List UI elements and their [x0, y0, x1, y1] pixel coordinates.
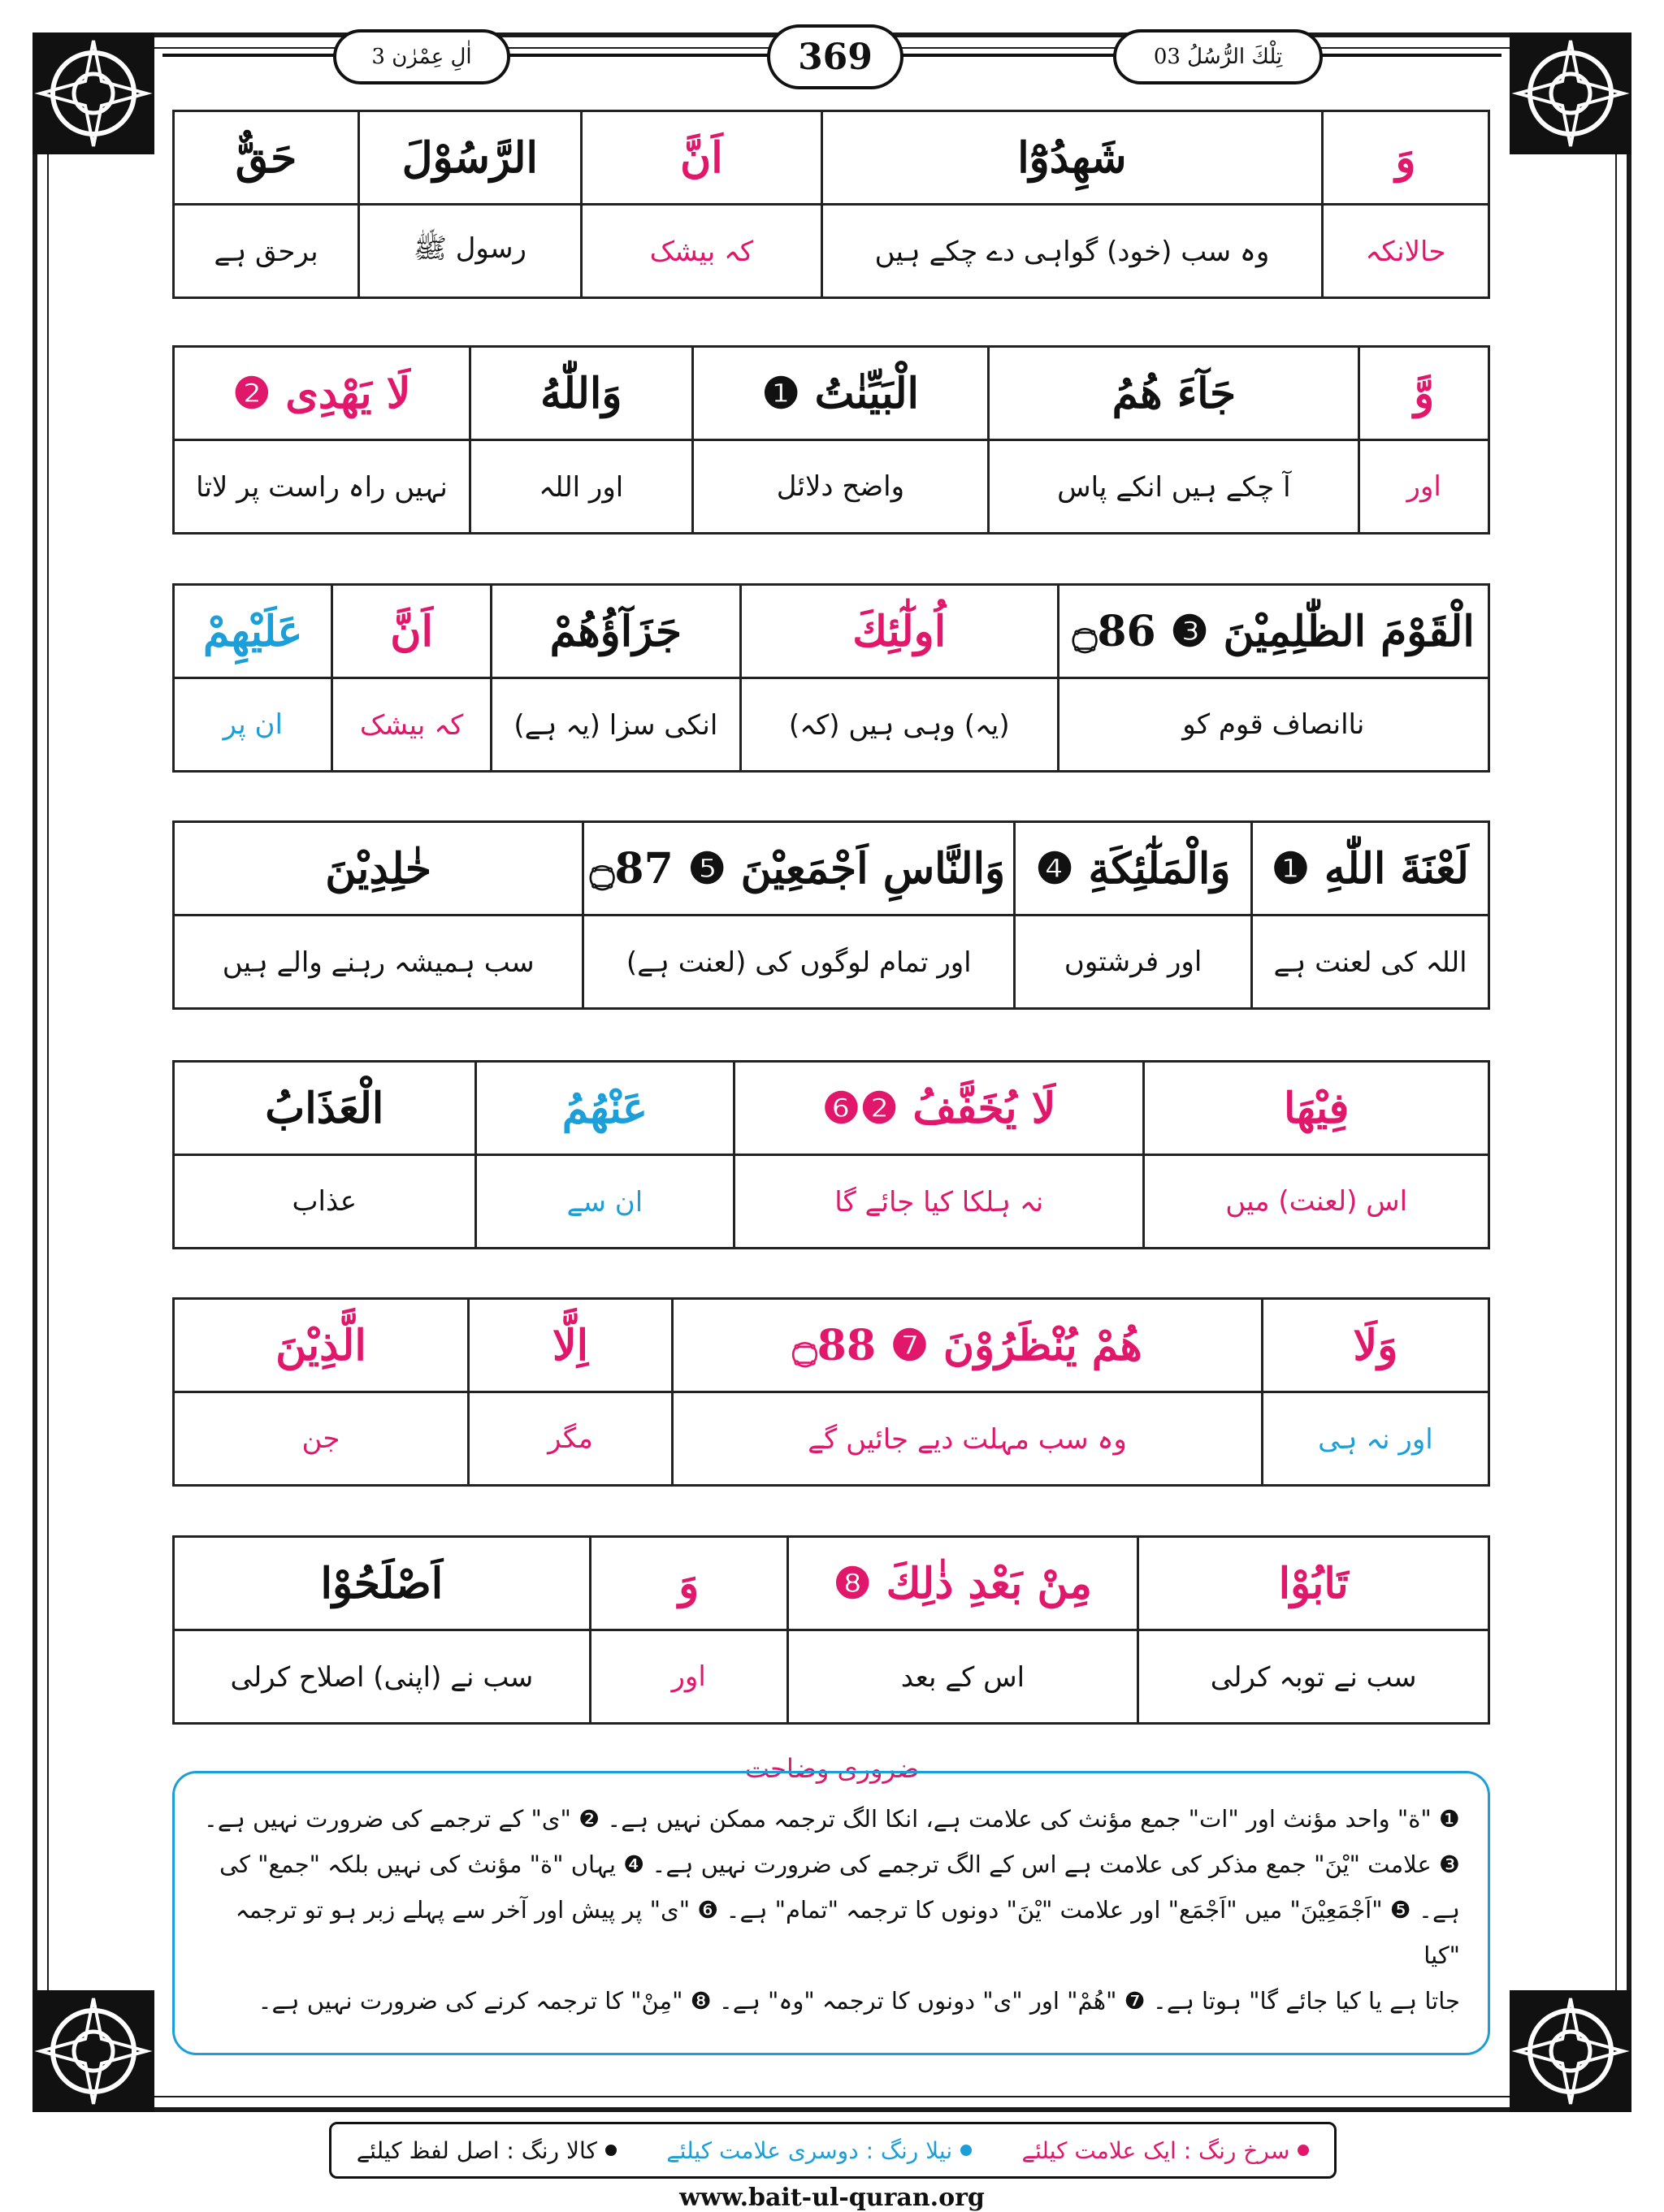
urdu-translation: اور: [1359, 440, 1489, 534]
arabic-word: الْقَوْمَ الظّٰلِمِيْنَ ❸ ۝86: [1058, 585, 1488, 678]
urdu-translation: مگر: [468, 1392, 672, 1486]
urdu-translation: رسول ﷺ: [359, 205, 582, 298]
arabic-word: اَنَّ: [581, 111, 821, 205]
urdu-translation: اور اللہ: [470, 440, 692, 534]
arabic-word: لَعْنَةَ اللّٰهِ ❶: [1252, 822, 1489, 916]
arabic-word: الْبَيِّنٰتُ ❶: [692, 347, 989, 440]
arabic-word: مِنْ بَعْدِ ذٰلِكَ ❽: [787, 1537, 1138, 1630]
arabic-row: [174, 1062, 1489, 1155]
page-header: [0, 6, 1664, 96]
arabic-word: جَزَآؤُهُمْ: [491, 585, 740, 678]
arabic-word: جَآءَ هُمُ: [989, 347, 1359, 440]
urdu-translation: (یہ) وہی ہیں (کہ): [740, 678, 1058, 772]
urdu-translation: ناانصاف قوم کو: [1058, 678, 1488, 772]
arabic-word: خٰلِدِيْنَ: [174, 822, 583, 916]
word-table: [172, 1535, 1490, 1725]
legend-label: کالا رنگ : اصل لفظ کیلئے: [356, 2136, 597, 2164]
legend-label: سرخ رنگ : ایک علامت کیلئے: [1021, 2136, 1290, 2164]
arabic-word: هُمْ يُنْظَرُوْنَ ❼ ۝88: [673, 1299, 1263, 1392]
word-table: [172, 345, 1490, 535]
urdu-translation: سب نے توبہ کرلی: [1138, 1630, 1489, 1724]
arabic-word: لَا يُخَفَّفُ ❷❻: [734, 1062, 1144, 1155]
surah-label: اٰلِ عِمْرٰن 3: [333, 29, 510, 84]
arabic-word: فِيْهَا: [1144, 1062, 1489, 1155]
arabic-word: اَصْلَحُوْا: [174, 1537, 591, 1630]
bullet-icon: [1298, 2145, 1309, 2156]
arabic-row: [174, 822, 1489, 916]
urdu-translation: کہ بیشک: [332, 678, 491, 772]
urdu-translation: ان سے: [475, 1155, 734, 1249]
urdu-translation: حالانکہ: [1322, 205, 1488, 298]
bullet-icon: [605, 2145, 617, 2156]
corner-ornament-icon: [1510, 1990, 1632, 2112]
corner-ornament-icon: [32, 1990, 154, 2112]
arabic-word: وَلَا: [1262, 1299, 1488, 1392]
legend-item-blue: [666, 2137, 972, 2164]
urdu-translation: اور نہ ہی: [1262, 1392, 1488, 1486]
urdu-translation: اس (لعنت) میں: [1144, 1155, 1489, 1249]
note-line: جاتا ہے یا کیا جائے گا" ہوتا ہے۔ ❼ "هُمْ" اور "ى" دونوں کا ترجمہ "وہ" ہے۔ ❽ "مِنْ" کا ترجمہ کرنے کی ضرورت نہیں ہے۔: [258, 1987, 1460, 2015]
urdu-translation: سب ہمیشہ رہنے والے ہیں: [174, 916, 583, 1009]
urdu-translation: سب نے (اپنی) اصلاح کرلی: [174, 1630, 591, 1724]
note-line: ہے۔ ❺ "اَجْمَعِيْنَ" میں "اَجْمَع" اور علامت "يْنَ" دونوں کا ترجمہ "تمام" ہے۔ ❻ "ى" پر پیش اور آخر سے پہلے زبر ہو تو ترجمہ "کیا: [235, 1896, 1460, 1969]
para-label: تِلْكَ الرُّسُلُ 03: [1113, 29, 1323, 84]
arabic-row: [174, 1537, 1489, 1630]
urdu-translation: نہ ہلکا کیا جائے گا: [734, 1155, 1144, 1249]
translation-row: [174, 440, 1489, 534]
urdu-translation: کہ بیشک: [581, 205, 821, 298]
arabic-row: [174, 1299, 1489, 1392]
legend-label: نیلا رنگ : دوسری علامت کیلئے: [666, 2136, 953, 2164]
color-legend: [329, 2122, 1337, 2179]
translation-row: [174, 678, 1489, 772]
website-link[interactable]: www.bait-ul-quran.org: [679, 2184, 985, 2212]
legend-item-red: [1022, 2137, 1310, 2164]
arabic-word: الَّذِيْنَ: [174, 1299, 469, 1392]
word-table: [172, 583, 1490, 773]
notes-box: [172, 1771, 1490, 2055]
arabic-word: عَلَيْهِمْ: [174, 585, 332, 678]
urdu-translation: اللہ کی لعنت ہے: [1252, 916, 1489, 1009]
notes-title-text: ضروری وضاحت: [732, 1753, 933, 1784]
legend-item-black: [357, 2137, 617, 2164]
word-table: [172, 1297, 1490, 1487]
urdu-translation: وہ سب (خود) گواہی دے چکے ہیں: [822, 205, 1323, 298]
arabic-word: الْعَذَابُ: [174, 1062, 476, 1155]
note-line: ❶ "ة" واحد مؤنث اور "ات" جمع مؤنث کی علامت ہے، انکا الگ ترجمہ ممکن نہیں ہے۔ ❷ "ى" کے ترجمے کی ضرورت نہیں ہے۔: [203, 1805, 1460, 1833]
arabic-word: تَابُوْا: [1138, 1537, 1489, 1630]
arabic-word: لَا يَهْدِى ❷: [174, 347, 470, 440]
urdu-translation: اور تمام لوگوں کی (لعنت ہے): [583, 916, 1015, 1009]
word-table: [172, 110, 1490, 299]
word-table: [172, 820, 1490, 1010]
arabic-row: [174, 347, 1489, 440]
arabic-word: وَاللّٰهُ: [470, 347, 692, 440]
arabic-word: اَنَّ: [332, 585, 491, 678]
arabic-word: حَقٌّ: [174, 111, 359, 205]
urdu-translation: اور فرشتوں: [1015, 916, 1252, 1009]
arabic-word: وَ: [590, 1537, 787, 1630]
urdu-translation: ان پر: [174, 678, 332, 772]
arabic-word: الرَّسُوْلَ: [359, 111, 582, 205]
arabic-word: اِلَّا: [468, 1299, 672, 1392]
translation-row: [174, 205, 1489, 298]
arabic-word: وَالنَّاسِ اَجْمَعِيْنَ ❺ ۝87: [583, 822, 1015, 916]
word-table: [172, 1060, 1490, 1249]
arabic-word: شَهِدُوْٓا: [822, 111, 1323, 205]
arabic-row: [174, 111, 1489, 205]
arabic-word: وَّ: [1359, 347, 1489, 440]
arabic-word: عَنْهُمُ: [475, 1062, 734, 1155]
translation-row: [174, 1155, 1489, 1249]
translation-row: [174, 1630, 1489, 1724]
bullet-icon: [960, 2145, 972, 2156]
urdu-translation: عذاب: [174, 1155, 476, 1249]
urdu-translation: اور: [590, 1630, 787, 1724]
translation-row: [174, 916, 1489, 1009]
urdu-translation: وہ سب مہلت دیے جائیں گے: [673, 1392, 1263, 1486]
page-number: 369: [767, 24, 904, 89]
arabic-word: وَالْمَلٰٓئِكَةِ ❹: [1015, 822, 1252, 916]
urdu-translation: نہیں راہ راست پر لاتا: [174, 440, 470, 534]
note-line: ❸ علامت "يْنَ" جمع مذکر کی علامت ہے اس کے الگ ترجمے کی ضرورت نہیں ہے۔ ❹ یہاں "ة" مؤنث کی نہیں بلکہ "جمع" کی: [219, 1851, 1460, 1878]
translation-row: [174, 1392, 1489, 1486]
urdu-translation: واضح دلائل: [692, 440, 989, 534]
urdu-translation: آ چکے ہیں انکے پاس: [989, 440, 1359, 534]
arabic-row: [174, 585, 1489, 678]
urdu-translation: انکی سزا (یہ ہے): [491, 678, 740, 772]
arabic-word: اُولٰٓئِكَ: [740, 585, 1058, 678]
urdu-translation: جن: [174, 1392, 469, 1486]
urdu-translation: برحق ہے: [174, 205, 359, 298]
urdu-translation: اس کے بعد: [787, 1630, 1138, 1724]
arabic-word: وَ: [1322, 111, 1488, 205]
